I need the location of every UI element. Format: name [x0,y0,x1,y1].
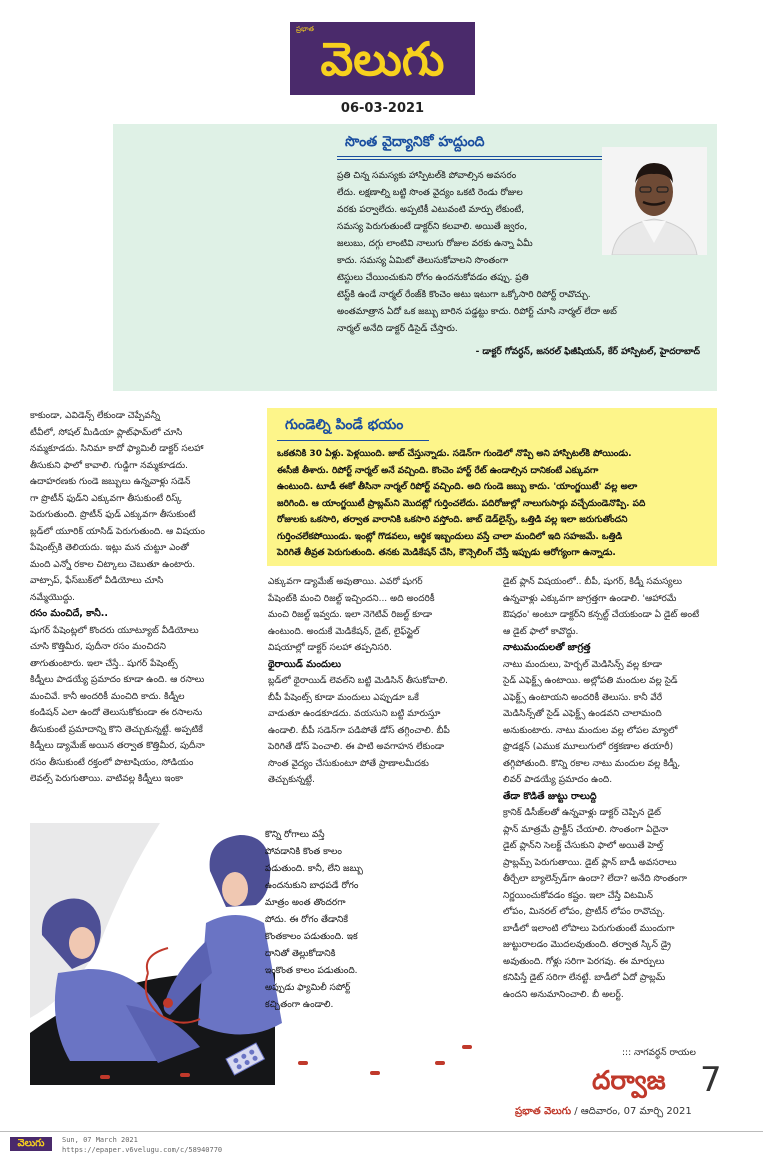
body-line: పేషెంట్‌కి మంచి రిజల్ట్ ఇచ్చిందని... అది అందరికీ [268,593,435,604]
body-line: తీర్చేలా బ్యాలెన్స్‌డ్‌గా ఉందా? లేదా? అనేది సొంతంగా [503,874,687,884]
body-line: రసం తీసుకుంటే రక్తంలో పొటాషియం, సోడియం [30,757,194,768]
body-line: ప్రాబ్లమ్స్ పెరుగుతాయి. డైట్ ప్లాన్ బాడీ అవసరాలు [503,857,677,868]
body-line: బీపీ పేషెంట్స్ కూడా మందులు ఎప్పుడూ ఒకే [268,692,419,703]
body-line: మెడిసిన్స్‌తో సైడ్ ఎఫెక్ట్స్ ఉండవని చాలామంది [503,709,662,719]
article-author: ::: నాగవర్ధన్ రాయల [622,1048,696,1058]
yellow-box-line: రోజులకు ఒకసారి, తర్వాత వారానికి ఒకసారి వస్తోంది. జాబ్ డెడ్‌లైన్స్, ఒత్తిడి వల్ల ఇలా జరుగుతోందని [277,515,628,525]
body-line: ఔషధం' అంటూ డాక్టర్‌ని కన్సల్ట్ చేయకుండా ఏ డైట్ అంటే [503,610,700,620]
body-line: ఆ డైట్ ఫాలో కావొద్దు. [503,626,579,637]
body-line: లోపం, మినరల్ లోపం, ప్రొటీన్ లోపం రావొచ్చు. [503,907,666,917]
body-line: ఉంటుంది. అందుకే మెడికేషన్, డైట్, లైఫ్‌స్టైల్ [268,626,420,637]
body-line: తీసుకుని ఫాలో కావాలి. గుడ్డిగా నమ్మకూడదు. [30,460,188,471]
body-line: బ్లడ్‌లో యూరిక్ యాసిడ్ పెరుగుతుంది. ఆ విషయం [30,526,205,537]
caption-line: దానితో తెల్లుకోడానికి [265,949,336,959]
article-column-left [30,408,260,788]
body-line: నిర్ణయించుకోవడం కష్టం. ఇలా చేస్తే విటమిన్ [503,890,653,901]
caption-line: కొంతకాలం పడుతుంది. ఇక [265,932,358,942]
footer-dateline [515,1105,692,1119]
green-box-headline: సొంత వైద్యానికో హద్దుంది [345,134,485,150]
headline-rule [277,440,429,441]
article-column-middle [268,574,498,789]
caption-line: పోదు. ఈ రోగం తేడానికే [265,915,348,925]
green-box-line: లేదు. లక్షణాల్ని బట్టి సొంత వైద్యం ఒకటి రెండు రోజుల [337,188,523,198]
body-line: వాట్సాప్, ఫేస్‌బుక్‌లో వీడియోలు చూసి [30,576,164,586]
body-line: డైట్ ప్లాన్ విషయంలో.. బీపీ, షుగర్, కిడ్నీ సమస్యలు [503,577,682,587]
caption-line: కచ్చితంగా ఉండాలి. [265,1000,334,1010]
body-line: ఎఫెక్ట్స్ ఉంటాయని అందరికీ తెలుసు. కానీ వేరే [503,692,663,703]
body-line: షుగర్ పేషెంట్లలో కొందరు యూట్యూబ్ వీడియోలు [30,625,199,636]
section-subhead: రసం మంచిదే, కానీ.. [30,608,109,619]
masthead-pretitle: ప్రభాత [296,25,314,33]
caption-line: కొన్ని రోగాలు వస్తే [265,830,325,840]
green-box-line: నార్మల్ అనేది డాక్టర్ డిసైడ్ చేస్తారు. [337,324,458,334]
yellow-box-body [277,446,709,562]
body-line: లెవల్స్ పెరుగుతాయి. వాటివల్ల కిడ్నీలు ఇంకా [30,774,183,784]
body-line: కిడ్నీలు డ్యామేజ్ అయిన తర్వాత కొత్తిమీర, పుదీనా [30,741,205,751]
body-line: టీవీలో, సోషల్ మీడియా ప్లాట్‌ఫామ్‌లో చూసి [30,427,183,438]
footer-date: / ఆదివారం, 07 మార్చి 2021 [571,1106,692,1117]
yellow-box-line: ఉంటుంది. టూడీ ఈకో తీసినా నార్మల్ రిపోర్ట్ వచ్చింది. అది గుండె జబ్బు కాదు. 'యాంగ్జయిటీ' వల్ల అలా [277,482,638,492]
caption-line: మాత్రం అంత తొందరగా [265,898,346,908]
doctor-photo [602,147,707,255]
body-line: ప్లాన్ మాత్రమే ప్రాక్టీస్ చేయాలి. సొంతంగా ఏదైనా [503,824,669,835]
article-column-right [503,574,735,1003]
body-line: కనిపిస్తే డైట్ సరిగా లేనట్టే. బాడీలో ఏదో ప్రాబ్లమ్ [503,973,666,983]
green-box-line: ప్రతి చిన్న సమస్యకు హాస్పిటల్‌కి పోవాల్సిన అవసరం [337,171,517,181]
body-line: పేషెంట్స్‌కి తెలియదు. ఇట్లు మన చుట్టూ ఎంతో [30,543,189,553]
green-box-line: టెస్ట్‌కి ఉండే నార్మల్ రేంజ్‌కి కొంచెం అటు ఇటుగా ఒక్కోసారి రిపోర్ట్ రావొచ్చు. [337,290,591,300]
body-line: ఫ్రొడక్షన్ (ఎముక మూలుగులో రక్తకణాల తయారీ) [503,742,674,752]
body-line: మంది ఎన్నో రకాల చిట్కాలు చెబుతూ ఉంటారు. [30,559,196,570]
illustration-caption [265,827,483,1014]
body-line: చూసి కొత్తిమీర, పుదీనా రసం మంచిదని [30,642,166,652]
body-line: అనుకుంటారు. నాటు మందుల వల్ల లోపల మ్యాలో [503,725,678,736]
caption-line: ఉందనుకుని బాధపడే రోగం [265,881,359,891]
page-number: 7 [700,1060,722,1100]
body-line: కిడ్నీలు పాడయ్యే ప్రమాదం కూడా ఉంది. ఆ రసాలు [30,675,205,685]
body-line: నమ్మకూడదు. సినిమా కాదో ఫ్యామిలీ డాక్టర్ సలహా [30,444,204,454]
yellow-box-line: పెరిగితే తీవ్రత పెరుగుతుంది. తనకు మెడికేషన్ చేసి, కౌన్సెలింగ్ చేస్తే ఇప్పుడు ఆరోగ్యంగా ఉన్నాడు. [277,548,616,558]
epaper-logo: వెలుగు [10,1137,52,1151]
section-subhead: నాటుమందులతో జాగ్రత్త [503,642,591,653]
body-line: కండిషన్ ఎలా ఉందో తెలుసుకోకుండా ఈ రసాలను [30,708,203,718]
body-line: తెచ్చుకున్నట్టే. [268,775,315,785]
body-line: మంచివే. కానీ అందరికీ మంచిది కాదు. కిడ్నీల [30,691,185,702]
body-line: నాటు మందులు, హెర్బల్ మెడిసిన్స్ వల్ల కూడా [503,659,662,670]
yellow-box-headline: గుండెల్ని పిండే భయం [285,417,404,433]
body-line: బ్లడ్‌లో థైరాయిడ్ లెవల్‌ని బట్టి మెడిసిన్ తీసుకోవాలి. [268,676,448,686]
body-line: పెరిగితే డోస్ పెంచాలి. ఈ పాటి అవగాహన లేకుండా [268,742,445,752]
headline-rule [337,156,602,157]
green-box-line: జలుబు, దగ్గు లాంటివి నాలుగు రోజుల వరకు ఉన్నా ఏమీ [337,239,533,249]
body-line: ఉన్నవాళ్లు ఎక్కువగా జాగ్రత్తగా ఉండాలి. 'ఆహారమే [503,593,677,604]
section-subhead: తేడా కొడితే జుట్టు రాలుద్ది [503,790,597,802]
headline-rule [337,159,602,160]
body-line: తాగుతుంటారు. ఇలా చేస్తే.. షుగర్ పేషెంట్స్ [30,658,178,669]
body-line: గా ప్రొటీన్ ఫుడ్‌ని ఎక్కువగా తీసుకుంటే రిస్క్ [30,493,182,504]
section-subhead: థైరాయిడ్ మందులు [268,658,342,670]
section-name: దర్వాజ [592,1066,666,1096]
yellow-box-line: ఒకతనికి 30 ఏళ్లు. పెళ్లయింది. జాబ్ చేస్తున్నాడు. సడెన్‌గా గుండెలో నొప్పి అని హాస్పిటల్‌కి పోయిండు. [277,449,632,459]
footer-brand: ప్రభాత వెలుగు [515,1106,572,1117]
caption-line: పడుతుంది. కానీ, లేని జబ్బు [265,864,363,874]
body-line: పెరుగుతుంది. ప్రొటీన్ ఫుడ్ ఎక్కువగా తీసుకుంటే [30,510,196,520]
epaper-date-stamp: Sun, 07 March 2021 [62,1136,138,1144]
yellow-box-line: జరిగింది. ఆ యాంగ్జయిటీ ప్రాబ్లమ్‌ని మొదట్లో గుర్తించలేదు. పదిరోజుల్లో నాలుగుసార్లు వచ్చేదుండెనొప్పి. పది [277,498,646,509]
body-line: సొంత వైద్యం చేసుకుంటూ పోతే ప్రాణాలమీదకు [268,758,429,769]
issue-date: 06-03-2021 [340,101,425,116]
body-line: ఎక్కువగా డ్యామేజ్ అవుతాయి. ఎవరో షుగర్ [268,577,423,587]
body-line: జుట్టురాలడం మొదలవుతుంది. తర్వాత స్కిన్ డ్రై [503,940,671,950]
body-line: కాకుండా, ఎవిడెన్స్ లేకుండా చెప్పేవన్నీ [30,411,161,421]
green-box-line: వరకు పర్వాలేదు. అప్పటికీ ఎటువంటి మార్పు లేకుంటే, [337,205,525,215]
body-line: విషయాల్లో డాక్టర్ సలహా తప్పనిసరి. [268,643,392,653]
body-line: అవుతుంది. గోళ్లు సరిగా పెరగవు. ఈ మార్పులు [503,956,665,967]
green-box-line: సమస్య పెరుగుతుంటే డాక్టర్‌ని కలవాలి. అయితే జ్వరం, [337,222,528,232]
body-line: బాడీలో ఇలాంటి లోపాలు పెరుగుతుంటే ముందుగా [503,923,675,934]
green-box-line: అంతమాత్రాన ఏదో ఒక జబ్బు బారిన పడ్డట్టు కాదు. రిపోర్ట్ చూసి నార్మల్ లేదా అబ్ [337,307,617,317]
body-line: మంచి రిజల్ట్ ఇవ్వదు. ఇలా నెగెటివ్ రిజల్ట్ కూడా [268,610,433,620]
quote-attribution: - డాక్టర్ గోవర్ధన్, జనరల్ ఫిజీషియన్, కేర్ హాస్పిటల్, హైదరాబాద్ [475,347,700,357]
yellow-box-line: గుర్తించలేకపోయిండు. ఇంట్లో గొడవలు, ఆర్థిక ఇబ్బందులు వస్తే చాలా మందిలో ఇది సహజమే. ఒత్తిడి [277,531,623,542]
masthead-logo [290,22,475,95]
caption-line: అప్పుడు ఫ్యామిలీ సపోర్ట్ [265,983,351,993]
caption-line: పోవడానికి కొంత కాలం [265,847,342,857]
body-line: వాడుతూ ఉండకూడదు. వయసుని బట్టి మారుస్తూ [268,709,441,719]
page-divider [0,1131,763,1132]
masthead-title: వెలుగు [320,32,445,86]
epaper-url-link[interactable]: https://epaper.v6velugu.com/c/58940770 [62,1146,223,1154]
body-line: ఉండాలి. బీపీ సడెన్‌గా పడిపోతే డోస్ తగ్గించాలి. బీపీ [268,725,450,736]
green-box-line: టెస్టులు చేయించుకుని రోగం ఉందనుకోవడం తప్పు. ప్రతి [337,273,529,283]
caption-line: ఇంకొంత కాలం పడుతుంది. [265,966,358,976]
body-line: ఉందని అనుమానించాలి. బీ అలర్ట్. [503,989,624,1000]
body-line: తీసుకుంటే ప్రమాదాన్ని కొని తెచ్చుకున్నట్టే. అప్పటికే [30,724,203,735]
body-line: తగ్గిపోతుంది. కొన్ని రకాల నాటు మందుల వల్ల కిడ్నీ, [503,758,681,769]
body-line: డైట్ ప్లాన్‌ని సెలక్ట్ చేసుకుని ఫాలో అయితే హెల్త్ [503,841,664,851]
yellow-box-line: ఈసీజీ తీశారు. రిపోర్ట్ నార్మల్ అనే వచ్చింది. కొంచెం హార్ట్ రేట్ ఉండాల్సిన దానికంటే ఎక్కువగా [277,465,599,476]
body-line: నమ్మేయొద్దు. [30,592,75,603]
body-line: సైడ్ ఎఫెక్ట్స్ ఉంటాయి. అల్లోపతి మందుల వల్ల సైడ్ [503,676,678,686]
body-line: ఉదాహరణకు గుండె జబ్బులు ఉన్నవాళ్లు సడెన్ [30,477,191,487]
green-box-line: కాదు. సమస్య ఏమిటో తెలుసుకోవాలని సొంతంగా [337,256,509,266]
body-line: లివర్ పాడయ్యే ప్రమాదం ఉంది. [503,775,613,785]
body-line: క్రానిక్ డిసీజ్‌లతో ఉన్నవాళ్లు డాక్టర్ చెప్పిన డైట్ [503,808,661,818]
